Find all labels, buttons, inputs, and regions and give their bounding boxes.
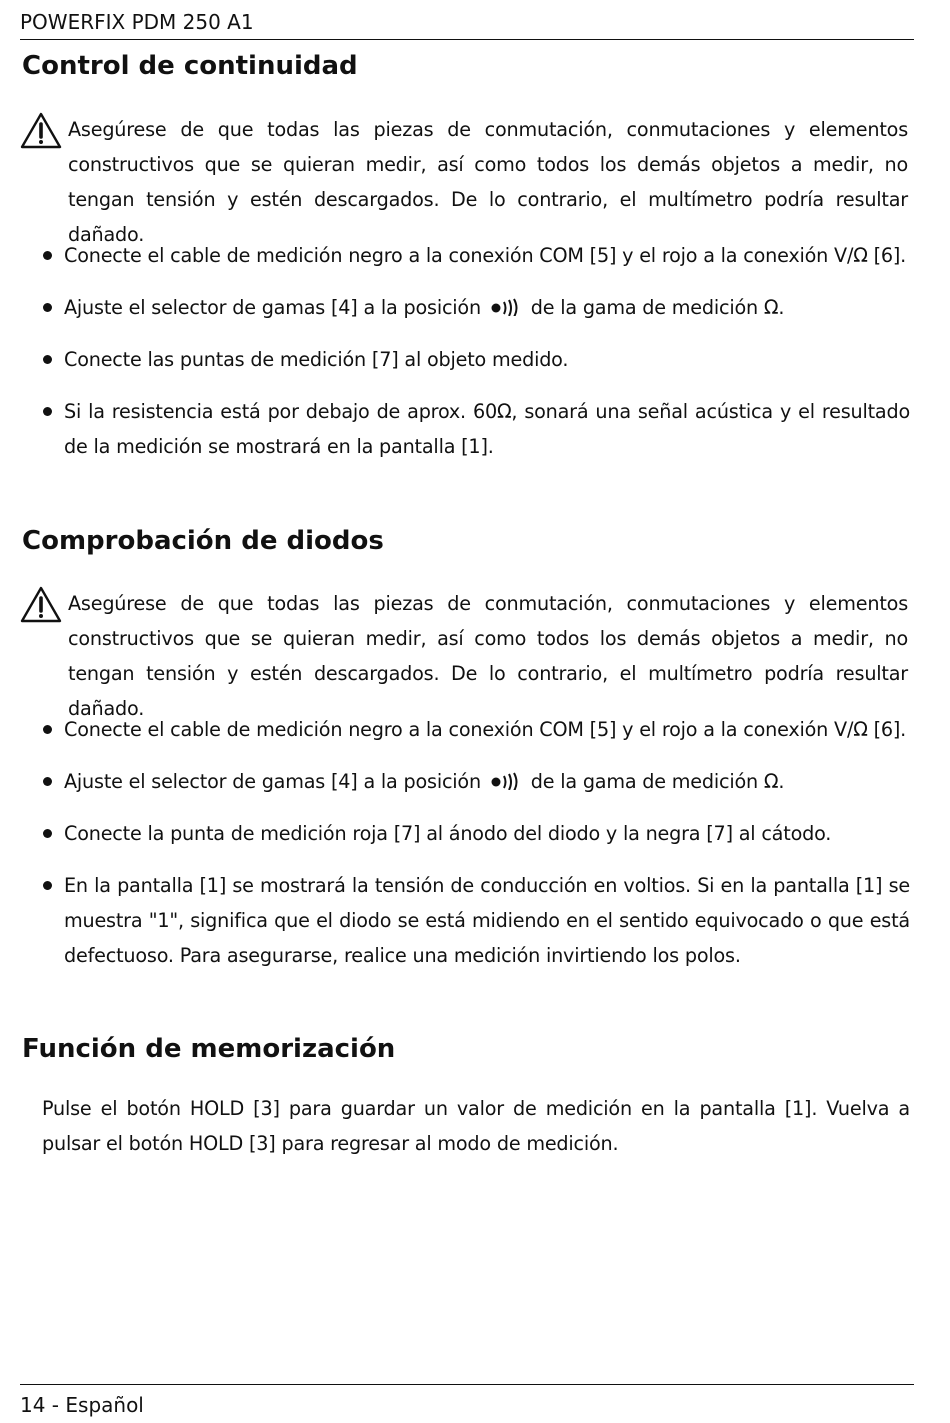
warning-block-continuity [20,112,908,252]
section-title-diodes: Comprobación de diodos [22,526,384,556]
list-item: Conecte la punta de medición roja [7] al ánodo del diodo y la negra [7] al cátodo. [20,816,910,851]
list-item: Conecte el cable de medición negro a la conexión COM [5] y el rojo a la conexión V/Ω [6]. [20,712,910,747]
warning-triangle-icon [20,112,62,150]
list-item: En la pantalla [1] se mostrará la tensión de conducción en voltios. Si en la pantalla [1] se muestra "1", significa que el diodo se está midiendo en el sentido equivocado o que está defectuoso. Para asegurarse, realice una medición invirtiendo los polos. [20,868,910,973]
list-item-text-after: de la gama de medición Ω. [530,770,785,793]
list-item [20,764,910,799]
continuity-sound-icon [489,772,523,790]
list-item-text-before: Ajuste el selector de gamas [4] a la posición [64,296,481,319]
steps-list-diodes [20,712,910,990]
list-item: Si la resistencia está por debajo de aprox. 60Ω, sonará una señal acústica y el resultado de la medición se mostrará en la pantalla [1]. [20,394,910,464]
list-item: Conecte las puntas de medición [7] al objeto medido. [20,342,910,377]
steps-list-continuity [20,238,910,481]
section-title-continuity: Control de continuidad [22,51,358,81]
continuity-sound-icon [489,298,523,316]
section-title-memory: Función de memorización [22,1034,396,1064]
warning-text: Asegúrese de que todas las piezas de conmutación, conmutaciones y elementos constructivos que se quieran medir, así como todos los demás objetos a medir, no tengan tensión y estén descargados. De lo contrario, el multímetro podría resultar dañado. [68,118,908,246]
warning-text: Asegúrese de que todas las piezas de conmutación, conmutaciones y elementos constructivos que se quieran medir, así como todos los demás objetos a medir, no tengan tensión y estén descargados. De lo contrario, el multímetro podría resultar dañado. [68,592,908,720]
list-item-text-before: Ajuste el selector de gamas [4] a la posición [64,770,481,793]
list-item-text-after: de la gama de medición Ω. [530,296,785,319]
page-header: POWERFIX PDM 250 A1 [20,8,914,40]
list-item: Conecte el cable de medición negro a la conexión COM [5] y el rojo a la conexión V/Ω [6]. [20,238,910,273]
warning-triangle-icon [20,586,62,624]
warning-block-diodes [20,586,908,726]
list-item [20,290,910,325]
page-footer: 14 - Español [20,1384,914,1419]
memory-paragraph: Pulse el botón HOLD [3] para guardar un valor de medición en la pantalla [1]. Vuelva a pulsar el botón HOLD [3] para regresar al modo de medición. [42,1097,910,1155]
